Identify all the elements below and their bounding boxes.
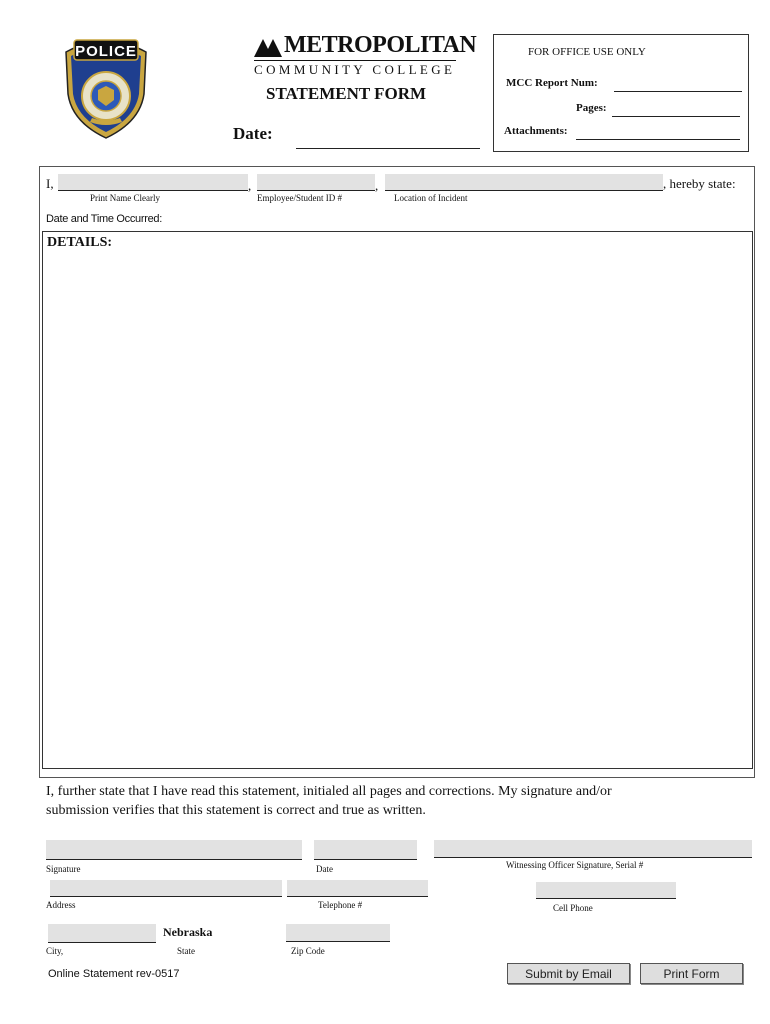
address-field[interactable]: [50, 880, 282, 897]
report-num-label: MCC Report Num:: [506, 77, 598, 89]
details-label: DETAILS:: [47, 235, 113, 250]
badge-text: POLICE: [75, 43, 137, 60]
employee-id-label: Employee/Student ID #: [257, 193, 342, 203]
witness-signature-field[interactable]: [434, 840, 752, 858]
attachments-field[interactable]: [576, 125, 740, 140]
date-field[interactable]: [296, 130, 480, 149]
datetime-label: Date and Time Occurred:: [46, 213, 162, 225]
revision-label: Online Statement rev-0517: [48, 968, 180, 980]
report-num-field[interactable]: [614, 77, 742, 92]
pages-label: Pages:: [576, 102, 607, 114]
comma-2: ,: [375, 178, 379, 193]
incident-location-field[interactable]: [385, 174, 663, 191]
statement-prefix: I,: [46, 176, 54, 191]
attestation-line-2: submission verifies that this statement is correct and true as written.: [46, 803, 426, 818]
submit-by-email-button[interactable]: Submit by Email: [507, 963, 630, 984]
employee-id-field[interactable]: [257, 174, 375, 191]
print-name-field[interactable]: [58, 174, 248, 191]
zip-code-label: Zip Code: [291, 946, 325, 956]
print-name-label: Print Name Clearly: [90, 193, 160, 203]
signature-date-field[interactable]: [314, 840, 417, 860]
details-textarea[interactable]: [42, 231, 753, 769]
telephone-label: Telephone #: [318, 900, 363, 910]
date-label: Date:: [233, 124, 273, 143]
shield-icon: [62, 34, 150, 140]
signature-field[interactable]: [46, 840, 302, 860]
address-label: Address: [46, 900, 76, 910]
print-form-button[interactable]: Print Form: [640, 963, 743, 984]
witness-label: Witnessing Officer Signature, Serial #: [506, 860, 644, 870]
office-use-title: FOR OFFICE USE ONLY: [528, 46, 646, 58]
telephone-field[interactable]: [287, 880, 428, 897]
cell-phone-field[interactable]: [536, 882, 676, 899]
state-label: State: [177, 946, 195, 956]
college-name: METROPOLITAN: [284, 32, 477, 58]
incident-location-label: Location of Incident: [394, 193, 468, 203]
zip-code-field[interactable]: [286, 924, 390, 942]
datetime-field[interactable]: [180, 211, 750, 227]
city-field[interactable]: [48, 924, 156, 943]
date-label-small: Date: [316, 864, 333, 874]
form-title: STATEMENT FORM: [266, 84, 427, 103]
pages-field[interactable]: [612, 102, 740, 117]
college-mountain-icon: [254, 39, 284, 62]
signature-label: Signature: [46, 864, 81, 874]
cell-phone-label: Cell Phone: [553, 903, 593, 913]
office-use-box: [493, 34, 749, 152]
city-label: City,: [46, 946, 64, 956]
attestation-line-1: I, further state that I have read this statement, initialed all pages and corrections. My signature and/or: [46, 784, 612, 799]
brand-divider: [254, 60, 456, 61]
state-value: Nebraska: [163, 925, 213, 939]
college-subtitle: COMMUNITY COLLEGE: [254, 62, 456, 77]
police-badge-logo: [62, 34, 150, 140]
attachments-label: Attachments:: [504, 125, 568, 137]
statement-suffix: , hereby state:: [663, 176, 736, 191]
comma-1: ,: [248, 178, 252, 193]
